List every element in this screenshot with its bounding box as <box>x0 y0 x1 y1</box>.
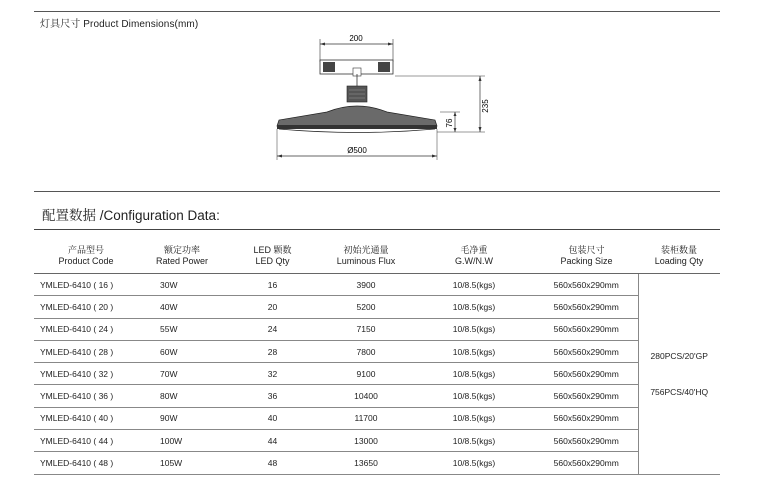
cell-rated-power: 30W <box>138 274 226 296</box>
cell-weight: 10/8.5(kgs) <box>413 274 535 296</box>
cell-led-qty: 40 <box>226 407 319 429</box>
cell-rated-power: 80W <box>138 385 226 407</box>
configuration-title: 配置数据 /Configuration Data: <box>42 208 220 223</box>
cell-rated-power: 105W <box>138 452 226 474</box>
cell-rated-power: 70W <box>138 363 226 385</box>
cell-weight: 10/8.5(kgs) <box>413 430 535 452</box>
header-product-code: 产品型号 Product Code <box>34 238 138 274</box>
cell-product-code: YMLED-6410 ( 28 ) <box>34 340 138 362</box>
cell-product-code: YMLED-6410 ( 40 ) <box>34 407 138 429</box>
cell-weight: 10/8.5(kgs) <box>413 296 535 318</box>
top-divider <box>34 11 720 12</box>
cell-packing-size: 560x560x290mm <box>535 452 638 474</box>
height-label: 235 <box>481 99 490 113</box>
header-rated-power: 额定功率 Rated Power <box>138 238 226 274</box>
cell-rated-power: 40W <box>138 296 226 318</box>
cell-led-qty: 24 <box>226 318 319 340</box>
table-row <box>34 407 720 429</box>
cell-luminous-flux: 7800 <box>319 340 413 362</box>
cell-rated-power: 55W <box>138 318 226 340</box>
cell-luminous-flux: 7150 <box>319 318 413 340</box>
cell-product-code: YMLED-6410 ( 16 ) <box>34 274 138 296</box>
cell-weight: 10/8.5(kgs) <box>413 340 535 362</box>
table-row <box>34 296 720 318</box>
header-led-qty: LED 颗数 LED Qty <box>226 238 319 274</box>
cell-packing-size: 560x560x290mm <box>535 363 638 385</box>
loading-qty-20gp: 280PCS/20'GP <box>650 350 708 361</box>
cell-packing-size: 560x560x290mm <box>535 296 638 318</box>
cell-loading-qty <box>638 274 720 475</box>
cell-packing-size: 560x560x290mm <box>535 274 638 296</box>
cell-led-qty: 20 <box>226 296 319 318</box>
cell-led-qty: 44 <box>226 430 319 452</box>
cell-product-code: YMLED-6410 ( 44 ) <box>34 430 138 452</box>
dimensions-title: 灯具尺寸 Product Dimensions(mm) <box>40 19 199 30</box>
cell-rated-power: 90W <box>138 407 226 429</box>
cell-led-qty: 32 <box>226 363 319 385</box>
cell-packing-size: 560x560x290mm <box>535 407 638 429</box>
table-row <box>34 385 720 407</box>
cell-luminous-flux: 5200 <box>319 296 413 318</box>
cell-weight: 10/8.5(kgs) <box>413 318 535 340</box>
cell-weight: 10/8.5(kgs) <box>413 407 535 429</box>
table-top-rule <box>34 229 720 230</box>
cell-product-code: YMLED-6410 ( 20 ) <box>34 296 138 318</box>
section-divider <box>34 191 720 192</box>
cell-led-qty: 16 <box>226 274 319 296</box>
table-row <box>34 318 720 340</box>
cell-packing-size: 560x560x290mm <box>535 430 638 452</box>
table-row <box>34 274 720 296</box>
cell-product-code: YMLED-6410 ( 32 ) <box>34 363 138 385</box>
width-label: 200 <box>349 34 363 43</box>
table-row <box>34 363 720 385</box>
cell-rated-power: 60W <box>138 340 226 362</box>
cell-packing-size: 560x560x290mm <box>535 318 638 340</box>
cell-product-code: YMLED-6410 ( 24 ) <box>34 318 138 340</box>
cell-luminous-flux: 11700 <box>319 407 413 429</box>
diameter-label: Ø500 <box>347 146 367 155</box>
loading-qty-40hq: 756PCS/40'HQ <box>650 386 709 397</box>
cell-luminous-flux: 13650 <box>319 452 413 474</box>
lamp-height-label: 76 <box>445 118 454 128</box>
table-row <box>34 452 720 474</box>
cell-luminous-flux: 9100 <box>319 363 413 385</box>
cell-packing-size: 560x560x290mm <box>535 385 638 407</box>
header-luminous-flux: 初始光通量 Luminous Flux <box>319 238 413 274</box>
product-dimension-drawing <box>265 28 505 168</box>
cell-packing-size: 560x560x290mm <box>535 340 638 362</box>
configuration-table <box>34 238 720 475</box>
cell-luminous-flux: 3900 <box>319 274 413 296</box>
cell-product-code: YMLED-6410 ( 48 ) <box>34 452 138 474</box>
table-row <box>34 340 720 362</box>
cell-rated-power: 100W <box>138 430 226 452</box>
cell-weight: 10/8.5(kgs) <box>413 385 535 407</box>
cell-luminous-flux: 10400 <box>319 385 413 407</box>
header-packing-size: 包装尺寸 Packing Size <box>535 238 638 274</box>
cell-weight: 10/8.5(kgs) <box>413 452 535 474</box>
cell-led-qty: 36 <box>226 385 319 407</box>
header-weight: 毛净重 G.W/N.W <box>413 238 535 274</box>
cell-led-qty: 28 <box>226 340 319 362</box>
cell-product-code: YMLED-6410 ( 36 ) <box>34 385 138 407</box>
cell-weight: 10/8.5(kgs) <box>413 363 535 385</box>
table-header-row <box>34 238 720 274</box>
table-row <box>34 430 720 452</box>
cell-luminous-flux: 13000 <box>319 430 413 452</box>
cell-led-qty: 48 <box>226 452 319 474</box>
header-loading-qty: 装柜数量 Loading Qty <box>638 238 720 274</box>
